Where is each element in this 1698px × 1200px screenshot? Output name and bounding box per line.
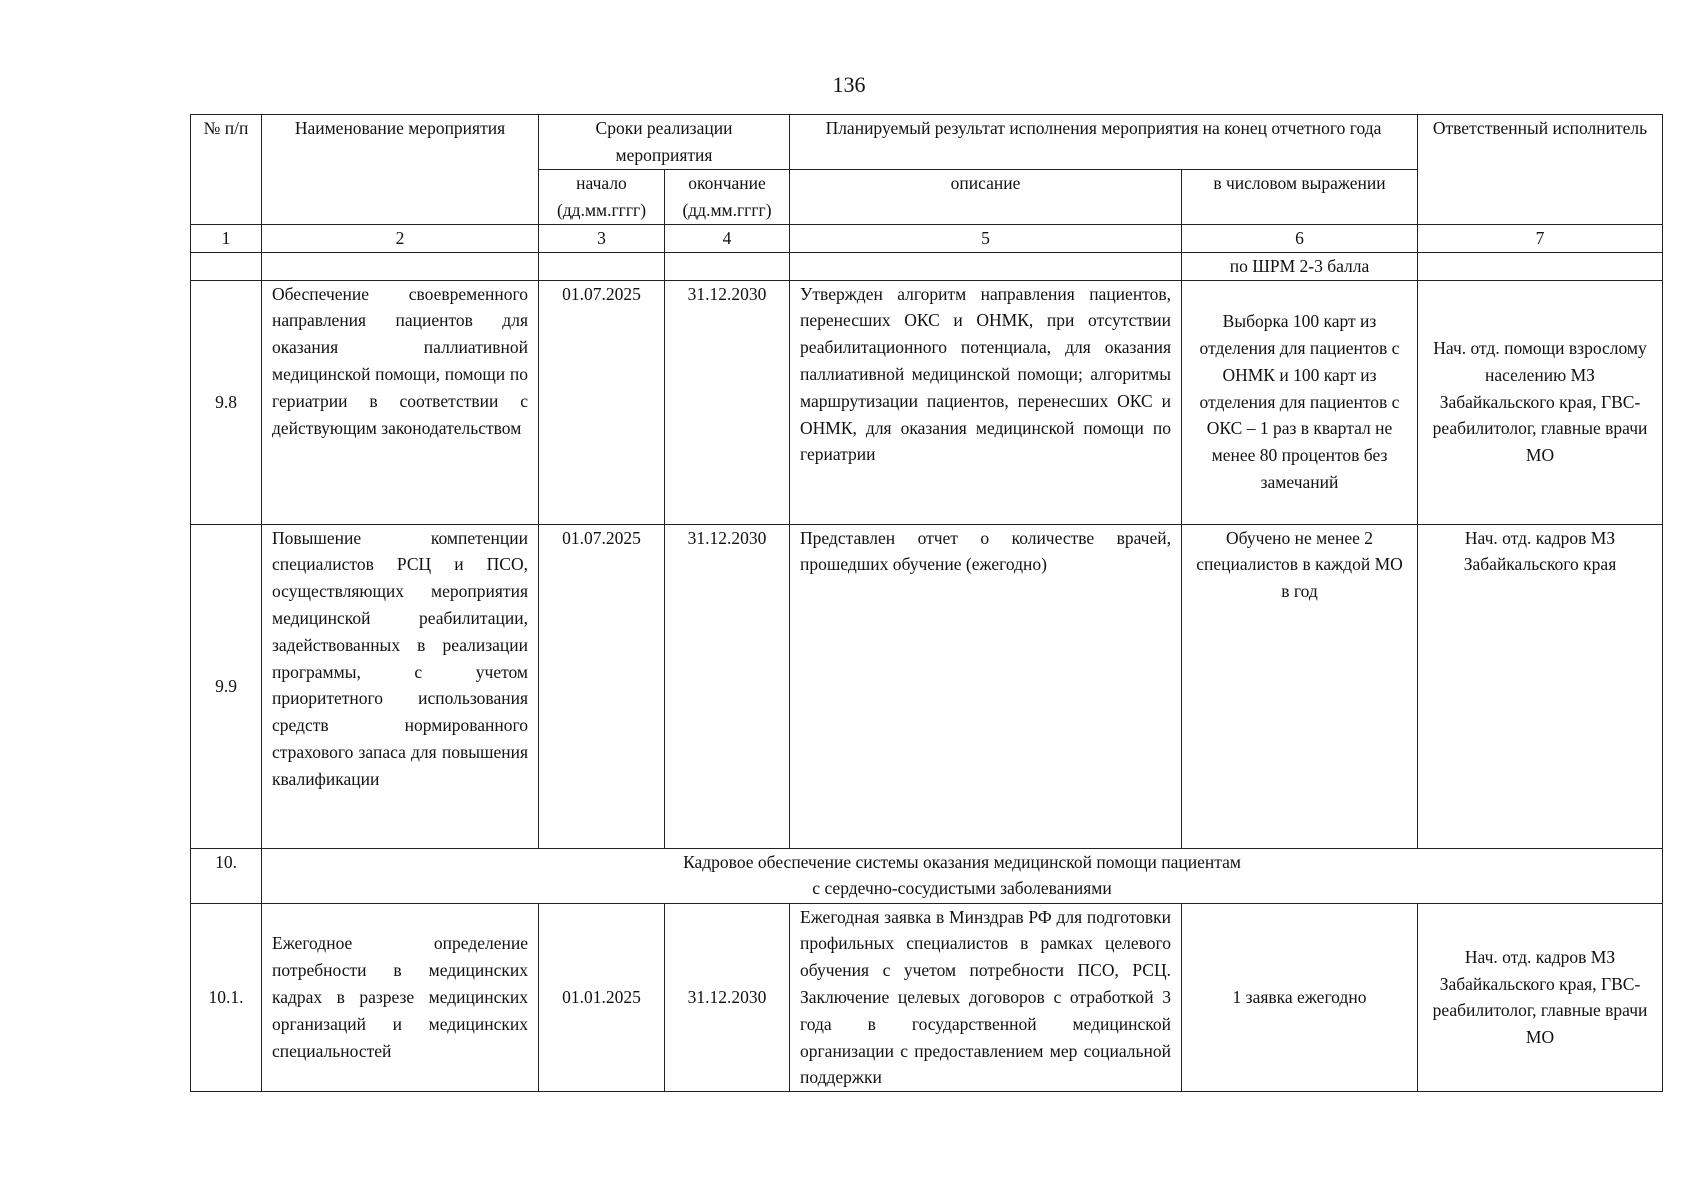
table-row <box>191 280 1663 524</box>
row-start: 01.07.2025 <box>539 524 665 848</box>
header-start: начало (дд.мм.гггг) <box>539 170 665 225</box>
row-name: Ежегодное определение потребности в медицинских кадрах в разрезе медицинских организаций и медицинских специальностей <box>262 903 539 1092</box>
row-description: Утвержден алгоритм направления пациентов, перенесших ОКС и ОНМК, при отсутствии реабилитационного потенциала, для оказания паллиативной медицинской помощи; алгоритмы маршрутизации пациентов, перенесших ОКС и ОНМК, для оказания медицинской помощи по гериатрии <box>790 280 1182 524</box>
row-responsible: Нач. отд. помощи взрослому населению МЗ Забайкальского края, ГВС-реабилитолог, главные врачи МО <box>1418 280 1663 524</box>
row-start: 01.07.2025 <box>539 280 665 524</box>
header-numeric: в числовом выражении <box>1182 170 1418 225</box>
row-name: Обеспечение своевременного направления пациентов для оказания паллиативной медицинской помощи, помощи по гериатрии в соответствии с действующим законодательством <box>262 280 539 524</box>
section-title <box>262 848 1663 903</box>
row-end: 31.12.2030 <box>665 280 790 524</box>
header-terms: Сроки реализации мероприятия <box>539 115 790 170</box>
row-numeric: 1 заявка ежегодно <box>1182 903 1418 1092</box>
header-num: № п/п <box>191 115 262 225</box>
row-num: 9.9 <box>191 524 262 848</box>
header-description: описание <box>790 170 1182 225</box>
section-row <box>191 848 1663 903</box>
header-responsible: Ответственный исполнитель <box>1418 115 1663 225</box>
section-title-line: с сердечно-сосудистыми заболеваниями <box>812 878 1112 899</box>
header-result: Планируемый результат исполнения мероприятия на конец отчетного года <box>790 115 1418 170</box>
row-responsible: Нач. отд. кадров МЗ Забайкальского края <box>1418 524 1663 848</box>
column-number: 7 <box>1418 225 1663 253</box>
row-description: Представлен отчет о количестве врачей, прошедших обучение (ежегодно) <box>790 524 1182 848</box>
row-start: 01.01.2025 <box>539 903 665 1092</box>
column-number: 3 <box>539 225 665 253</box>
row-description: Ежегодная заявка в Минздрав РФ для подготовки профильных специалистов в рамках целевого обучения с учетом потребности ПСО, РСЦ. Заключение целевых договоров с отработкой 3 года в государственной медицинской организации с предоставлением мер социальной поддержки <box>790 903 1182 1092</box>
header-end: окончание (дд.мм.гггг) <box>665 170 790 225</box>
section-title-line: Кадровое обеспечение системы оказания медицинской помощи пациентам <box>683 851 1241 872</box>
row-end: 31.12.2030 <box>665 903 790 1092</box>
section-num: 10. <box>191 848 262 903</box>
row-end: 31.12.2030 <box>665 524 790 848</box>
row-numeric: Обучено не менее 2 специалистов в каждой МО в год <box>1182 524 1418 848</box>
column-number: 2 <box>262 225 539 253</box>
table-row <box>191 903 1663 1092</box>
row-name: Повышение компетенции специалистов РСЦ и ПСО, осуществляющих мероприятия медицинской реабилитации, задействованных в реализации программы, с учетом приоритетного использования средств нормированного страхового запаса для повышения квалификации <box>262 524 539 848</box>
column-number: 4 <box>665 225 790 253</box>
column-numbers-row <box>191 225 1663 253</box>
continuation-numeric: по ШРМ 2-3 балла <box>1182 252 1418 280</box>
column-number: 1 <box>191 225 262 253</box>
row-num: 10.1. <box>191 903 262 1092</box>
row-responsible: Нач. отд. кадров МЗ Забайкальского края, ГВС-реабилитолог, главные врачи МО <box>1418 903 1663 1092</box>
header-name: Наименование мероприятия <box>262 115 539 225</box>
row-numeric: Выборка 100 карт из отделения для пациентов с ОНМК и 100 карт из отделения для пациентов с ОКС – 1 раз в квартал не менее 80 процентов без замечаний <box>1182 280 1418 524</box>
column-number: 6 <box>1182 225 1418 253</box>
header-row-1 <box>191 115 1663 170</box>
continuation-row <box>191 252 1663 280</box>
table-row <box>191 524 1663 848</box>
column-number: 5 <box>790 225 1182 253</box>
plan-table <box>190 114 1663 1092</box>
row-num: 9.8 <box>191 280 262 524</box>
page-number: 136 <box>832 72 866 97</box>
